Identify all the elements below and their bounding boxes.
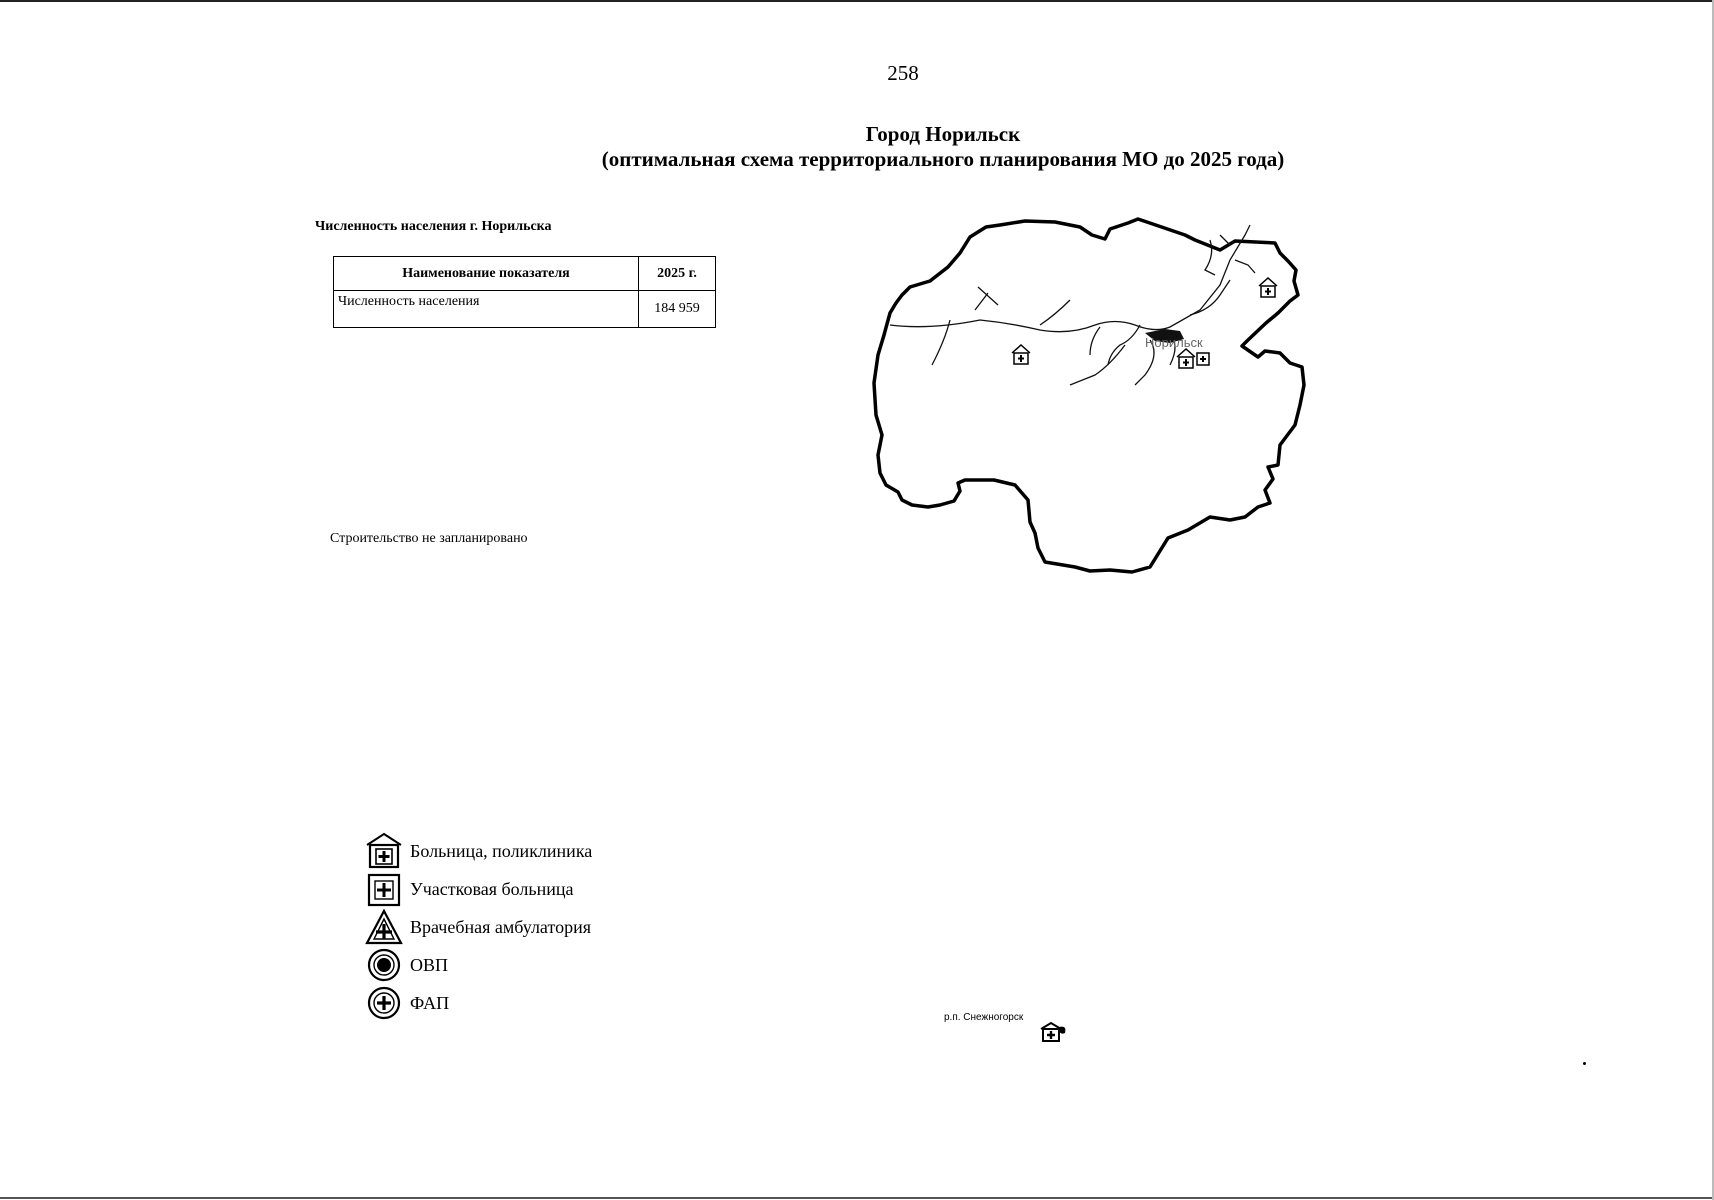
- district-boundary: [874, 219, 1304, 572]
- scan-artifact-dot: [1583, 1062, 1586, 1065]
- table-cell-indicator: Численность населения: [334, 291, 639, 328]
- page-number: 258: [887, 61, 919, 85]
- table-header-indicator: Наименование показателя: [334, 257, 639, 291]
- table-row: [334, 291, 716, 328]
- legend-label: ОВП: [410, 954, 449, 975]
- facility-marker: [1197, 353, 1209, 365]
- legend-item: [364, 870, 592, 908]
- district-map: [870, 215, 1430, 575]
- city-label: Норильск: [1145, 335, 1203, 350]
- title-block: [0, 122, 1714, 172]
- legend-item: [364, 984, 592, 1022]
- table-cell-value: 184 959: [639, 291, 716, 328]
- legend-label: Участковая больница: [410, 878, 574, 899]
- scan-top-border: [0, 0, 1714, 2]
- facility-marker: [1012, 345, 1030, 364]
- facility-marker: [1259, 278, 1277, 297]
- district-hospital-icon: [364, 870, 404, 908]
- table-header-year: 2025 г.: [639, 257, 716, 291]
- page-subtitle: (оптимальная схема территориального планирования МО до 2025 года): [601, 147, 1285, 171]
- legend-label: Больница, поликлиника: [410, 840, 593, 861]
- ambulatory-icon: [364, 908, 404, 946]
- page-title: Город Норильск: [865, 122, 1021, 146]
- map-legend: [364, 832, 592, 1022]
- legend-item: [364, 946, 592, 984]
- table-header-row: [334, 257, 716, 291]
- fap-icon: [364, 984, 404, 1022]
- settlement-hospital-icon: [1037, 1021, 1069, 1045]
- facility-marker: [1177, 349, 1195, 368]
- legend-label: ФАП: [410, 992, 450, 1013]
- population-table: [333, 256, 716, 328]
- legend-label: Врачебная амбулатория: [410, 916, 591, 937]
- construction-note: Строительство не запланировано: [330, 531, 528, 546]
- legend-item: [364, 908, 592, 946]
- hospital-polyclinic-icon: [364, 832, 404, 870]
- table-caption: Численность населения г. Норильска: [315, 219, 552, 234]
- ovp-icon: [364, 946, 404, 984]
- scan-bottom-border: [0, 1197, 1714, 1199]
- settlement-label: р.п. Снежногорск: [944, 1012, 1024, 1023]
- legend-item: [364, 832, 592, 870]
